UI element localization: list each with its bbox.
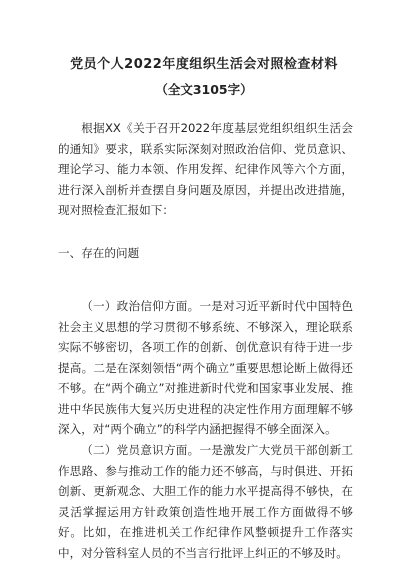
document-subtitle: （全文3105字） [155, 82, 253, 97]
section-heading: 一、存在的问题 [58, 246, 140, 260]
intro-paragraph: 根据XX《关于召开2022年度基层党组织组织生活会的通知》要求，联系实际深刻对照政治信仰、党员意识、理论学习、能力本领、作用发挥、纪律作风等六个方面，进行深入剖析并查摆自身问题及原因，并提出改进措施，现对照检查汇报如下： [58, 121, 353, 217]
body-paragraph-party-awareness: （二）党员意识方面。一是激发广大党员干部创新工作思路、参与推动工作的能力还不够高，与时俱进、开拓创新、更新观念、大胆工作的能力水平提高得不够快，在灵活掌握运用方针政策创造性地开展工作方面做得不够好。比如，在推进机关工作纪律作风整顿提升工作落实中，对分管科室人员的不当言行批评上纠正的不够及时。 [58, 443, 353, 560]
document-title: 党员个人2022年度组织生活会对照检查材料 [70, 57, 338, 72]
body-paragraph-political: （一）政治信仰方面。一是对习近平新时代中国特色社会主义思想的学习贯彻不够系统、不够深入，理论联系实际不够密切，各项工作的创新、创优意识有待于进一步提高。二是在深刻领悟“两个确立”重要思想论断上做得还不够。在“两个确立”对推进新时代党和国家事业发展、推进中华民族伟大复兴历史进程的决定性作用方面理解不够深入，对“两个确立”的科学内涵把握得不够全面深入。 [58, 299, 353, 436]
